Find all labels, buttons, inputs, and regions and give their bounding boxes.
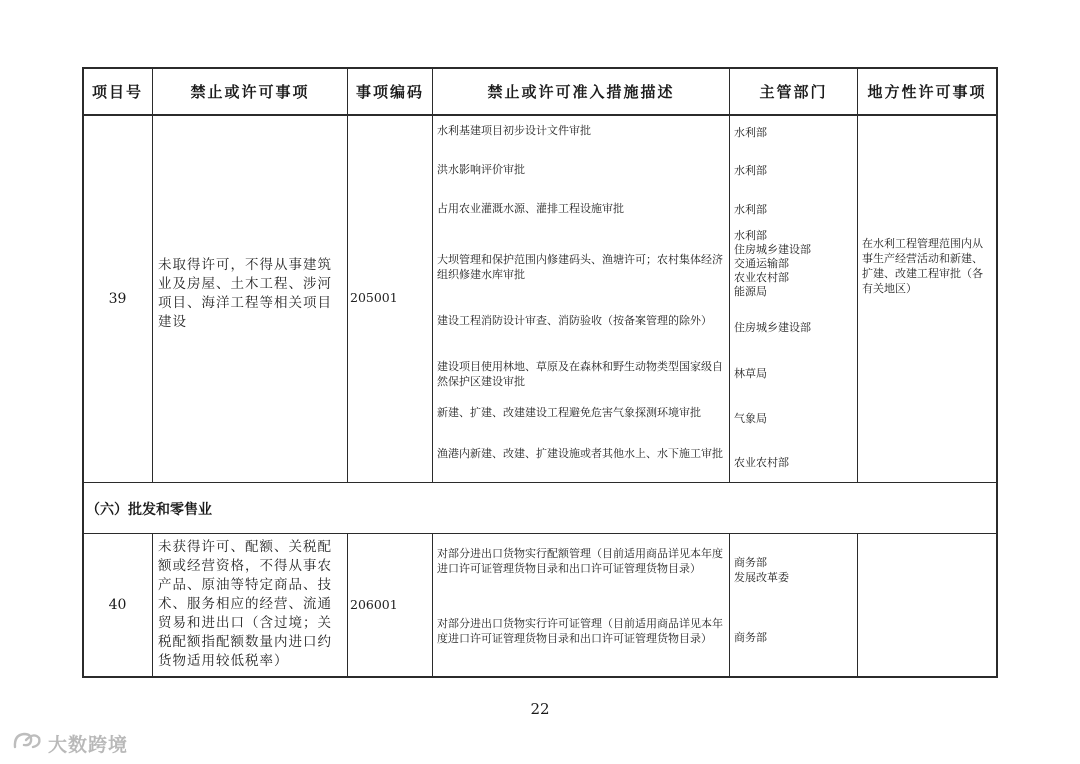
row39-measure-3: 占用农业灌溉水源、灌排工程设施审批 bbox=[437, 202, 624, 215]
col-line-1 bbox=[152, 67, 153, 482]
row39-code: 205001 bbox=[350, 290, 398, 305]
page-number: 22 bbox=[530, 700, 550, 718]
section-title: （六）批发和零售业 bbox=[86, 502, 212, 518]
row39-measure-2: 洪水影响评价审批 bbox=[437, 163, 525, 176]
row39-dept-3: 水利部 bbox=[734, 203, 767, 216]
header-item: 禁止或许可事项 bbox=[190, 82, 310, 101]
col-line-5b bbox=[857, 533, 858, 677]
col-line-5 bbox=[857, 67, 858, 482]
header-measure: 禁止或许可准入措施描述 bbox=[487, 82, 675, 101]
row40-item: 未获得许可、配额、关税配额或经营资格，不得从事农产品、原油等特定商品、技术、服务相应的经营、流通贸易和进出口（含过境；关税配额指配额数量内进口约货物适用较低税率） bbox=[158, 539, 332, 669]
row39-dept-1: 水利部 bbox=[734, 126, 767, 139]
header-code: 事项编码 bbox=[355, 82, 424, 101]
table-border-bottom bbox=[82, 676, 998, 678]
col-line-1b bbox=[152, 533, 153, 677]
col-line-4b bbox=[729, 533, 730, 677]
header-bottom-line bbox=[82, 114, 998, 116]
row39-bottom-line bbox=[82, 482, 998, 483]
row40-measure-2: 对部分进出口货物实行许可证管理（目前适用商品详见本年度进口许可证管理货物目录和出口许可证管理货物目录） bbox=[437, 617, 723, 645]
logo-swirl-icon bbox=[12, 730, 42, 757]
row39-id: 39 bbox=[108, 290, 127, 307]
col-line-4 bbox=[729, 67, 730, 482]
row40-dept-1: 商务部 发展改革委 bbox=[734, 556, 789, 584]
row40-code: 206001 bbox=[350, 597, 398, 612]
row39-measure-1: 水利基建项目初步设计文件审批 bbox=[437, 124, 591, 137]
col-line-2b bbox=[347, 533, 348, 677]
row40-measure-1: 对部分进出口货物实行配额管理（目前适用商品详见本年度进口许可证管理货物目录和出口许可证管理货物目录） bbox=[437, 547, 723, 575]
header-local: 地方性许可事项 bbox=[867, 82, 987, 101]
row39-measure-8: 渔港内新建、改建、扩建设施或者其他水上、水下施工审批 bbox=[437, 447, 723, 460]
row39-dept-6: 林草局 bbox=[734, 367, 767, 380]
row40-dept-2: 商务部 bbox=[734, 631, 767, 644]
row39-local: 在水利工程管理范围内从事生产经营活动和新建、扩建、改建工程审批（各有关地区） bbox=[862, 237, 983, 295]
watermark-text: 大数跨境 bbox=[48, 734, 129, 756]
row39-dept-2: 水利部 bbox=[734, 164, 767, 177]
row39-dept-4: 水利部 住房城乡建设部 交通运输部 农业农村部 能源局 bbox=[734, 229, 811, 298]
row39-measure-5: 建设工程消防设计审查、消防验收（按备案管理的除外） bbox=[437, 314, 712, 327]
row39-dept-7: 气象局 bbox=[734, 412, 767, 425]
row39-item: 未取得许可，不得从事建筑业及房屋、土木工程、涉河项目、海洋工程等相关项目建设 bbox=[158, 257, 332, 330]
col-line-3b bbox=[432, 533, 433, 677]
row39-dept-8: 农业农村部 bbox=[734, 456, 789, 469]
header-dept: 主管部门 bbox=[759, 82, 828, 101]
watermark bbox=[12, 730, 128, 757]
header-project-no: 项目号 bbox=[91, 82, 143, 101]
col-line-2 bbox=[347, 67, 348, 482]
section-bottom-line bbox=[82, 533, 998, 534]
row39-measure-6: 建设项目使用林地、草原及在森林和野生动物类型国家级自然保护区建设审批 bbox=[437, 360, 723, 388]
col-line-3 bbox=[432, 67, 433, 482]
row39-measure-7: 新建、扩建、改建建设工程避免危害气象探测环境审批 bbox=[437, 406, 701, 419]
table-border-right bbox=[996, 67, 998, 678]
row39-dept-5: 住房城乡建设部 bbox=[734, 321, 811, 334]
row40-id: 40 bbox=[108, 597, 127, 613]
row39-measure-4: 大坝管理和保护范围内修建码头、渔塘许可；农村集体经济组织修建水库审批 bbox=[437, 253, 723, 281]
